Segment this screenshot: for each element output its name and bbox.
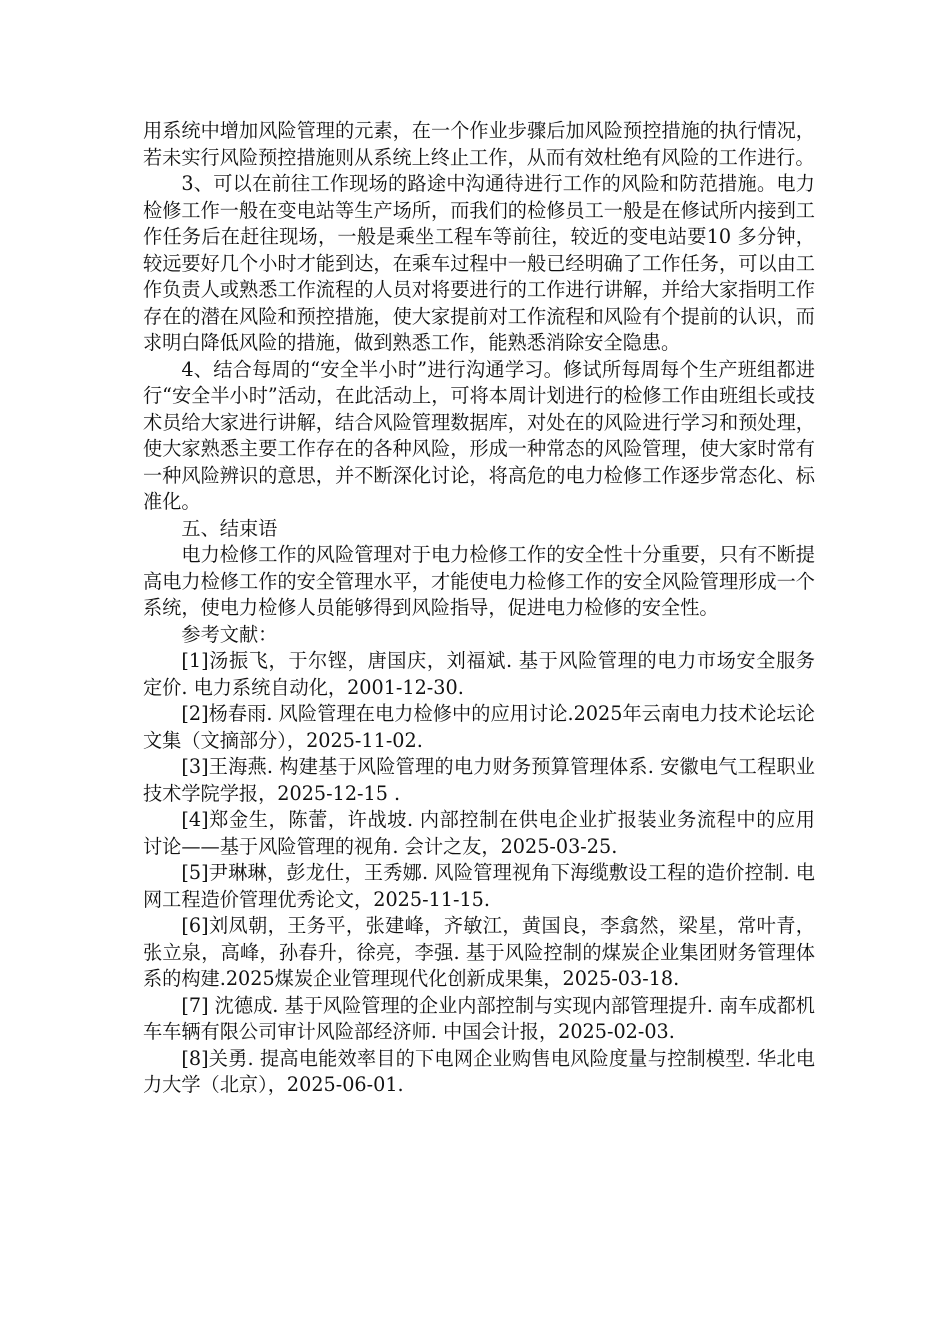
reference-item: [5]尹琳琳，彭龙仕，王秀娜. 风险管理视角下海缆敷设工程的造价控制. 电网工程造价管理优秀论文，2025-11-15. [143, 861, 815, 911]
section-heading: 五、结束语 [181, 516, 278, 540]
body-paragraph-item-3: 3、可以在前往工作现场的路途中沟通待进行工作的风险和防范措施。电力检修工作一般在变电站等生产场所，而我们的检修员工一般是在修试所内接到工作任务后在赶往现场，一般是乘坐工程车等前往，较近的变电站要10 多分钟，较远要好几个小时才能到达，在乘车过程中一般已经明确了工作任务，可以由工作负责人或熟悉工作流程的人员对将要进行的工作进行讲解，并给大家指明工作存在的潜在风险和预控措施，使大家提前对工作流程和风险有个提前的认识，而求明白降低风险的措施，做到熟悉工作，能熟悉消除安全隐患。 [143, 172, 815, 354]
reference-item: [4]郑金生，陈蕾，许战坡. 内部控制在供电企业扩报装业务流程中的应用讨论——基于风险管理的视角. 会计之友，2025-03-25. [143, 808, 815, 858]
reference-item: [1]汤振飞，于尔铿，唐国庆，刘福斌. 基于风险管理的电力市场安全服务定价. 电力系统自动化，2001-12-30. [143, 649, 815, 699]
body-paragraph-continued: 用系统中增加风险管理的元素，在一个作业步骤后加风险预控措施的执行情况，若未实行风险预控措施则从系统上终止工作，从而有效杜绝有风险的工作进行。 [143, 119, 815, 169]
reference-item: [6]刘凤朝，王务平，张建峰，齐敏江，黄国良，李翕然，梁星，常叶青，张立泉，高峰，孙春升，徐亮，李强. 基于风险控制的煤炭企业集团财务管理体系的构建.2025煤炭企业管理现代化创新成果集，2025-03-18. [143, 914, 815, 990]
conclusion-paragraph: 电力检修工作的风险管理对于电力检修工作的安全性十分重要，只有不断提高电力检修工作的安全管理水平，才能使电力检修工作的安全风险管理形成一个系统，使电力检修人员能够得到风险指导，促进电力检修的安全性。 [143, 543, 815, 619]
body-paragraph-item-4: 4、结合每周的“安全半小时”进行沟通学习。修试所每周每个生产班组都进行“安全半小时”活动，在此活动上，可将本周计划进行的检修工作由班组长或技术员给大家进行讲解，结合风险管理数据库，对处在的风险进行学习和预处理，使大家熟悉主要工作存在的各种风险，形成一种常态的风险管理，使大家时常有一种风险辨识的意思，并不断深化讨论，将高危的电力检修工作逐步常态化、标准化。 [143, 357, 815, 513]
document-page [143, 118, 815, 1099]
reference-item: [2]杨春雨. 风险管理在电力检修中的应用讨论.2025年云南电力技术论坛论文集（文摘部分），2025-11-02. [143, 702, 815, 752]
reference-item: [3]王海燕. 构建基于风险管理的电力财务预算管理体系. 安徽电气工程职业技术学院学报，2025-12-15 . [143, 755, 815, 805]
reference-list [143, 648, 815, 1099]
reference-item: [8]关勇. 提高电能效率目的下电网企业购售电风险度量与控制模型. 华北电力大学（北京），2025-06-01. [143, 1046, 815, 1096]
reference-item: [7] 沈德成. 基于风险管理的企业内部控制与实现内部管理提升. 南车成都机车车辆有限公司审计风险部经济师. 中国会计报，2025-02-03. [143, 993, 815, 1043]
references-heading: 参考文献： [181, 622, 278, 646]
